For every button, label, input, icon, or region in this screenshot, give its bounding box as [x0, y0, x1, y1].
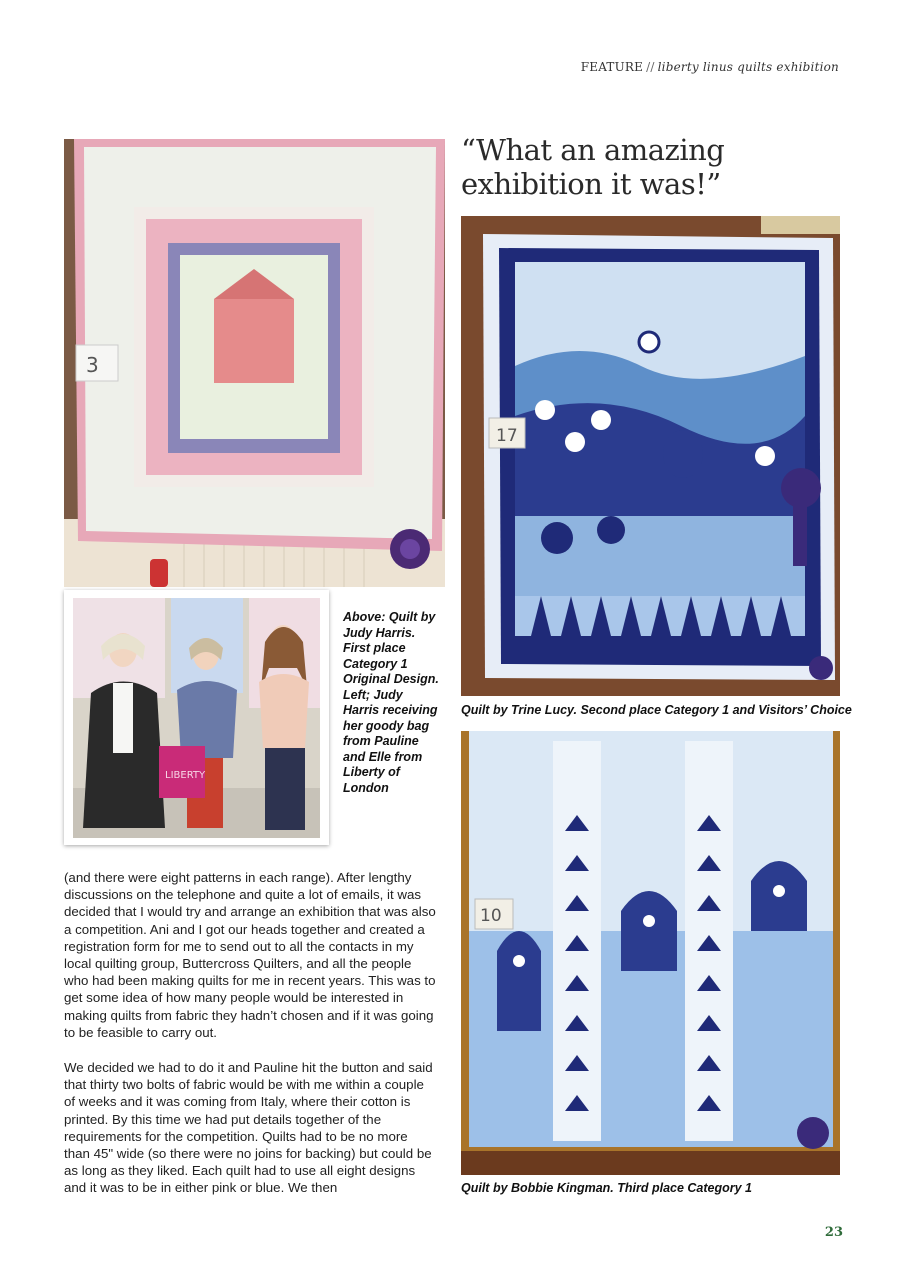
- caption-trine-lucy: Quilt by Trine Lucy. Second place Category 1 and Visitors’ Choice: [461, 703, 852, 717]
- quilt1-number-tag: 3: [86, 353, 99, 377]
- running-header: [581, 60, 839, 74]
- header-kicker: FEATURE: [580, 60, 644, 74]
- header-topic: liberty linus quilts exhibition: [657, 60, 839, 74]
- photo-pink-quilt: [64, 139, 445, 587]
- quilt2-number-tag: 17: [496, 426, 518, 446]
- body-paragraph-2: We decided we had to do it and Pauline hit the button and said that thirty two bolts of fabric would be with me within a couple of weeks and it was coming from Italy, where their cotton is printed. By this time we had put details together of the requirements for the competition. Quilts had to be no more than 45" wide (so there were no joins for backing) but could be as long as they liked. Each quilt had to use all eight designs and it was to be in either pink or blue. We then: [64, 1060, 433, 1196]
- page-number: 23: [824, 1225, 843, 1240]
- quilt3-number-tag: 10: [480, 906, 502, 926]
- body-paragraph-1: (and there were eight patterns in each range). After lengthy discussions on the telephone and quite a lot of emails, it was decided that I would try and arrange an exhibition that was also a competition. Ani and I got our heads together and created a registration form for me to send out to all the contacts in my local quilting group, Buttercross Quilters, and all the people who had been making quilts for me in recent years. This was to get some idea of how many people would be interested in making quilts from fabric they hadn’t chosen and if it was going to be feasible to carry out.: [64, 870, 436, 1040]
- photo-frame-presentation: [64, 590, 329, 845]
- pull-quote: “What an amazing exhibition it was!”: [461, 133, 725, 201]
- presentation-photo: [73, 598, 320, 838]
- blue-landscape-quilt-illustration: [461, 216, 840, 696]
- pink-quilt-illustration: [64, 139, 445, 587]
- header-separator: //: [646, 60, 655, 74]
- photo-rocket-quilt: [461, 731, 840, 1175]
- photo-blue-landscape-quilt: [461, 216, 840, 696]
- caption-bobbie-kingman: Quilt by Bobbie Kingman. Third place Category 1: [461, 1181, 753, 1195]
- rocket-quilt-illustration: [461, 731, 840, 1175]
- caption-judy-harris: Above: Quilt by Judy Harris. First place Category 1 Original Design. Left; Judy Harris receiving her goody bag from Pauline and Elle from Liberty of London: [343, 610, 439, 795]
- article-body-continued: [64, 1059, 436, 1197]
- article-body: [64, 869, 436, 1041]
- bag-logo-text: LIBERTY: [165, 770, 206, 781]
